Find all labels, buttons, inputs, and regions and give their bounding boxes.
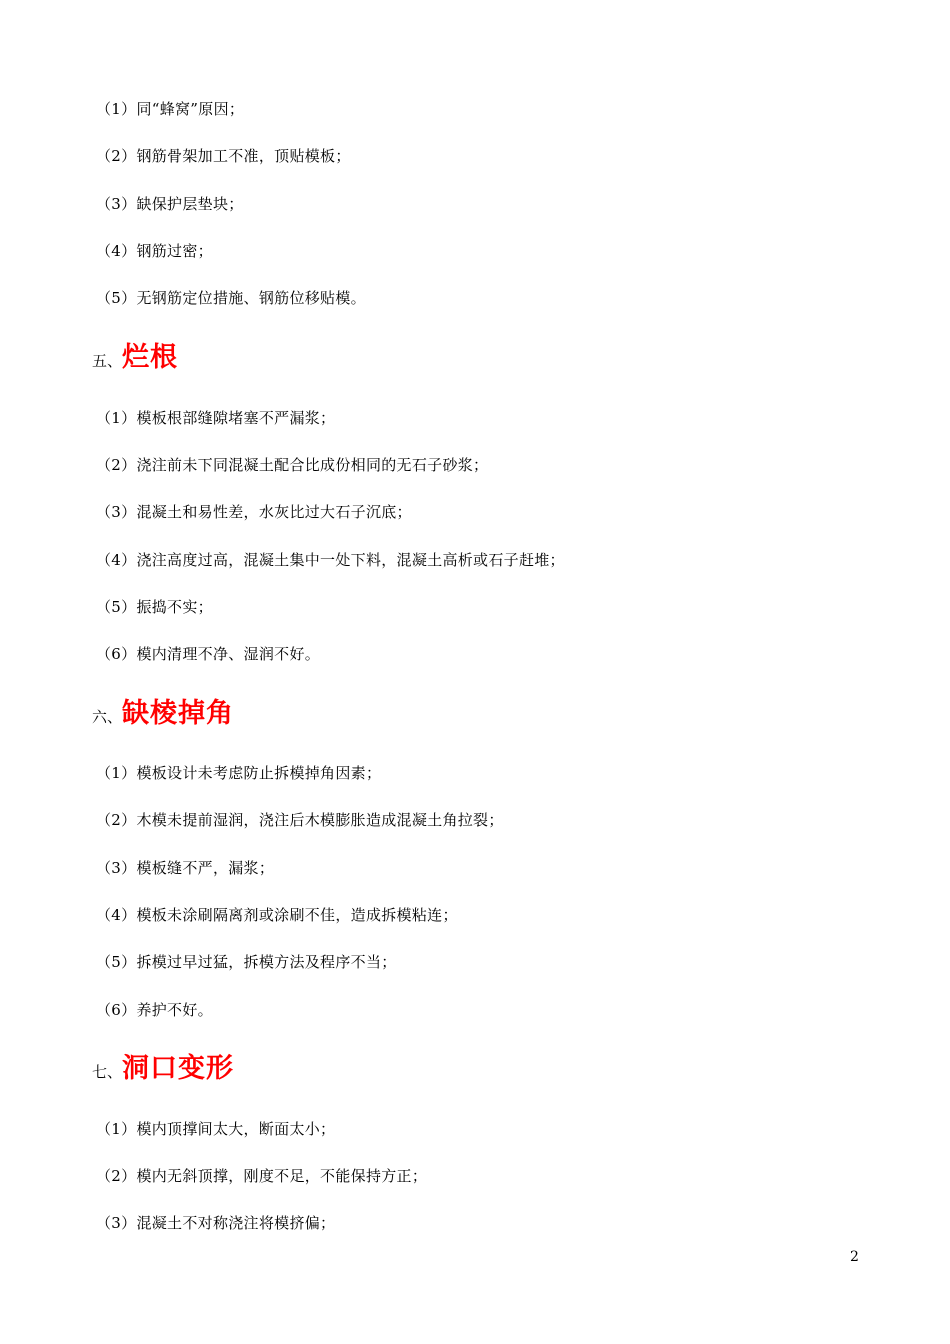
list-item: （2）模内无斜顶撑，刚度不足，不能保持方正； (96, 1167, 428, 1185)
section-title: 烂根 (122, 342, 179, 373)
section-heading-7 (92, 1052, 234, 1089)
list-item: （4）浇注高度过高，混凝土集中一处下料，混凝土高析或石子赶堆； (96, 551, 565, 569)
list-item: （3）混凝土和易性差，水灰比过大石子沉底； (96, 503, 412, 521)
list-item: （2）钢筋骨架加工不准，顶贴模板； (96, 147, 351, 165)
list-item: （1）模内顶撑间太大，断面太小； (96, 1120, 336, 1138)
section-title: 缺棱掉角 (122, 698, 235, 729)
list-item: （1）同“蜂窝”原因； (96, 100, 245, 118)
list-item: （5）振捣不实； (96, 598, 213, 616)
section-number: 五、 (92, 352, 123, 370)
list-item: （3）混凝土不对称浇注将模挤偏； (96, 1214, 336, 1232)
list-item: （1）模板根部缝隙堵塞不严漏浆； (96, 409, 336, 427)
page-number: 2 (850, 1249, 859, 1265)
list-item: （3）模板缝不严，漏浆； (96, 859, 275, 877)
list-item: （5）拆模过早过猛，拆模方法及程序不当； (96, 953, 397, 971)
list-item: （6）模内清理不净、湿润不好。 (96, 645, 321, 663)
list-item: （6）养护不好。 (96, 1001, 213, 1019)
list-item: （4）模板未涂刷隔离剂或涂刷不佳，造成拆模粘连； (96, 906, 458, 924)
section-number: 七、 (92, 1063, 123, 1081)
list-item: （3）缺保护层垫块； (96, 195, 244, 213)
section-heading-6 (92, 697, 234, 734)
section-number: 六、 (92, 708, 123, 726)
list-item: （4）钢筋过密； (96, 242, 213, 260)
list-item: （1）模板设计未考虑防止拆模掉角因素； (96, 764, 382, 782)
section-title: 洞口变形 (122, 1053, 235, 1084)
section-heading-5 (92, 341, 178, 378)
list-item: （2）木模未提前湿润，浇注后木模膨胀造成混凝土角拉裂； (96, 811, 504, 829)
list-item: （2）浇注前未下同混凝土配合比成份相同的无石子砂浆； (96, 456, 489, 474)
list-item: （5）无钢筋定位措施、钢筋位移贴模。 (96, 289, 366, 307)
